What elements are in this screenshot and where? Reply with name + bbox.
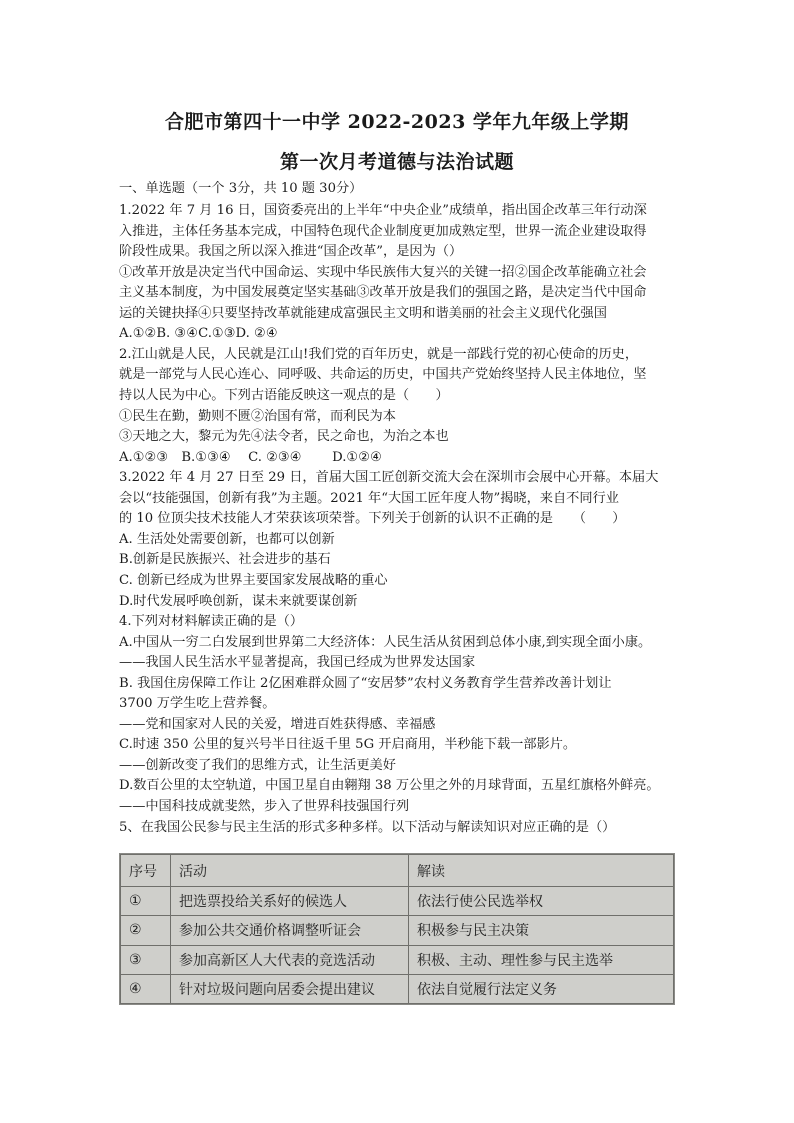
text-line: 的 10 位顶尖技术技能人才荣获该项荣誉。下列关于创新的认识不正确的是 （ ）: [119, 511, 626, 527]
text-line: A.①②B. ③④C.①③D. ②④: [119, 326, 278, 342]
text-line: D.数百公里的太空轨道，中国卫星自由翱翔 38 万公里之外的月球背面，五星红旗格外鲜亮。: [119, 778, 660, 794]
table-cell: 参加公共交通价格调整听证会: [171, 916, 409, 945]
table-row: [121, 974, 674, 1003]
text-line: A. 生活处处需要创新，也都可以创新: [119, 531, 335, 547]
table-header-cell: 活动: [171, 855, 409, 887]
table-cell: 针对垃圾问题向居委会提出建议: [171, 974, 409, 1003]
text-line: C.时速 350 公里的复兴号半日往返千里 5G 开启商用，半秒能下载一部影片。: [119, 737, 577, 753]
text-line: ——中国科技成就斐然，步入了世界科技强国行列: [119, 799, 410, 814]
table-cell: 把选票投给关系好的候选人: [171, 887, 409, 916]
text-line: 3700 万学生吃上营养餐。: [119, 696, 276, 712]
table-cell: 依法行使公民选举权: [409, 887, 674, 916]
table-cell: 参加高新区人大代表的竞选活动: [171, 945, 409, 974]
text-line: ——创新改变了我们的思维方式，让生活更美好: [119, 757, 396, 773]
text-line: B. 我国住房保障工作让 2亿困难群众圆了“安居梦”农村义务教育学生营养改善计划让: [119, 675, 612, 691]
question5-table: [119, 853, 675, 1005]
table-row: [121, 916, 674, 945]
table-cell: 积极参与民主决策: [409, 916, 674, 945]
text-line: ——我国人民生活水平显著提高，我国已经成为世界发达国家: [119, 655, 476, 671]
text-line: ①民生在勤，勤则不匮②治国有常，而利民为本: [119, 408, 396, 424]
text-line: 4.下列对材料解读正确的是（）: [119, 614, 304, 629]
table-cell: ④: [121, 974, 171, 1003]
text-line: ③天地之大，黎元为先④法令者，民之命也，为治之本也: [119, 429, 449, 445]
text-line: 持以人民为中心。下列古语能反映这一观点的是（ ）: [119, 388, 449, 403]
table-cell: ③: [121, 945, 171, 974]
text-line: 2.江山就是人民，人民就是江山!我们党的百年历史，就是一部践行党的初心使命的历史，: [119, 346, 639, 362]
text-line: 会以“技能强国，创新有我”为主题。2021 年“大国工匠年度人物”揭晓，来自不同行业: [119, 490, 619, 506]
exam-title-line2: 第一次月考道德与法治试题: [279, 151, 514, 173]
section-heading: 一、单选题（一个 3分，共 10 题 30分）: [119, 181, 363, 196]
text-line: 5、在我国公民参与民主生活的形式多种多样。以下活动与解读知识对应正确的是（）: [119, 819, 616, 835]
text-line: 主义基本制度，为中国发展奠定坚实基础③改革开放是我们的强国之路，是决定当代中国命: [119, 285, 647, 301]
text-line: D.时代发展呼唤创新，谋未来就要谋创新: [119, 593, 358, 609]
table-cell: 依法自觉履行法定义务: [409, 974, 674, 1003]
text-line: 入推进，主体任务基本完成，中国特色现代企业制度更加成熟定型，世界一流企业建设取得: [119, 223, 647, 239]
text-line: 1.2022 年 7 月 16 日，国资委亮出的上半年“中央企业”成绩单，指出国企改革三年行动深: [119, 203, 647, 218]
table-header-cell: 序号: [121, 855, 171, 887]
table-cell: ②: [121, 916, 171, 945]
text-line: C. 创新已经成为世界主要国家发展战略的重心: [119, 572, 388, 588]
table-header-row: [121, 855, 674, 887]
text-line: 阶段性成果。我国之所以深入推进“国企改革”，是因为（）: [119, 244, 463, 260]
text-line: A.中国从一穷二白发展到世界第二大经济体：人民生活从贫困到总体小康,到实现全面小康。: [119, 634, 652, 650]
table-cell: 积极、主动、理性参与民主选举: [409, 945, 674, 974]
text-line: B.创新是民族振兴、社会进步的基石: [119, 552, 331, 568]
text-line: A.①②③ B.①③④ C. ②③④ D.①②④: [119, 449, 382, 465]
text-line: 3.2022 年 4 月 27 日至 29 日，首届大国工匠创新交流大会在深圳市会展中心开幕。本届大: [119, 470, 659, 486]
table-row: [121, 887, 674, 916]
text-line: ①改革开放是决定当代中国命运、实现中华民族伟大复兴的关键一招②国企改革能确立社会: [119, 264, 647, 280]
exam-title-line1: 合肥市第四十一中学 2022-2023 学年九年级上学期: [165, 111, 629, 133]
text-line: ——党和国家对人民的关爱，增进百姓获得感、幸福感: [119, 716, 436, 732]
table-header-cell: 解读: [409, 855, 674, 887]
text-line: 就是一部党与人民心连心、同呼吸、共命运的历史，中国共产党始终坚持人民主体地位，坚: [119, 367, 647, 383]
table-cell: ①: [121, 887, 171, 916]
table-row: [121, 945, 674, 974]
text-line: 运的关键抉择④只要坚持改革就能建成富强民主文明和谐美丽的社会主义现代化强国: [119, 305, 607, 321]
